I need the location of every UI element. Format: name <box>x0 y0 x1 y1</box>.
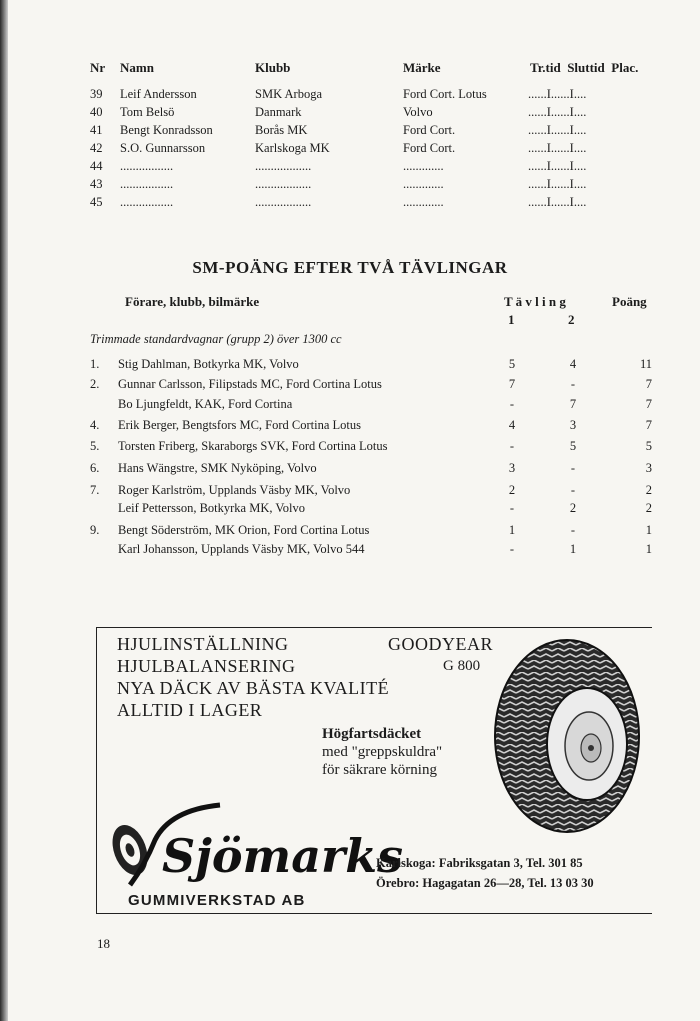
standing-driver: Roger Karlström, Upplands Väsby MK, Volvo <box>118 483 351 497</box>
standing-points: 5 <box>645 439 652 453</box>
row-nr: 44 <box>90 159 103 173</box>
row-times: ......I......I.... <box>528 123 587 137</box>
standing-points: 2 <box>645 501 652 515</box>
standing-tavling-2: - <box>570 483 576 497</box>
category-label: Trimmade standardvagnar (grupp 2) över 1300 cc <box>90 332 342 346</box>
standing-tavling-1: - <box>509 439 515 453</box>
row-nr: 42 <box>90 141 103 155</box>
ad-line-2: HJULBALANSERING <box>117 656 296 676</box>
row-klubb: Karlskoga MK <box>255 141 330 155</box>
row-klubb: Borås MK <box>255 123 308 137</box>
col-poang-header: Poäng <box>612 294 647 309</box>
row-namn: ................. <box>120 177 174 191</box>
row-klubb: .................. <box>255 195 312 209</box>
row-namn: Leif Andersson <box>120 87 197 101</box>
company-name: GUMMIVERKSTAD AB <box>128 892 306 909</box>
standing-tavling-1: - <box>509 542 515 556</box>
standing-driver: Bo Ljungfeldt, KAK, Ford Cortina <box>118 397 293 411</box>
row-marke: Ford Cort. Lotus <box>403 87 487 101</box>
row-times: ......I......I.... <box>528 159 587 173</box>
standing-tavling-1: 2 <box>508 483 516 497</box>
standing-position: 1. <box>90 357 100 371</box>
standing-driver: Karl Johansson, Upplands Väsby MK, Volvo 544 <box>118 542 365 556</box>
row-marke: Ford Cort. <box>403 123 456 137</box>
row-times: ......I......I.... <box>528 195 587 209</box>
ad-slogan-1: Högfartsdäcket <box>322 726 422 742</box>
ad-slogan-3: för säkrare körning <box>322 762 437 778</box>
standing-points: 7 <box>645 377 652 391</box>
row-klubb: .................. <box>255 177 312 191</box>
standing-points: 3 <box>645 461 652 475</box>
standing-driver: Hans Wängstre, SMK Nyköping, Volvo <box>118 461 317 475</box>
standing-points: 1 <box>645 542 652 556</box>
header-marke: Märke <box>403 60 441 75</box>
header-nr: Nr <box>90 60 106 75</box>
standing-points: 7 <box>645 397 652 411</box>
row-marke: Ford Cort. <box>403 141 456 155</box>
standing-position: 7. <box>90 483 100 497</box>
standing-driver: Torsten Friberg, Skaraborgs SVK, Ford Cortina Lotus <box>118 439 388 453</box>
row-marke: ............. <box>403 177 444 191</box>
page-binding-edge <box>0 0 8 1021</box>
standing-tavling-1: 5 <box>508 357 516 371</box>
row-nr: 45 <box>90 195 103 209</box>
standing-tavling-1: 7 <box>508 377 516 391</box>
standing-position: 6. <box>90 461 100 475</box>
row-klubb: SMK Arboga <box>255 87 323 101</box>
standings-title: SM-POÄNG EFTER TVÅ TÄVLINGAR <box>192 258 508 277</box>
row-times: ......I......I.... <box>528 87 587 101</box>
ad-line-1: HJULINSTÄLLNING <box>117 634 289 654</box>
row-nr: 39 <box>90 87 103 101</box>
standing-driver: Leif Pettersson, Botkyrka MK, Volvo <box>118 501 306 515</box>
row-times: ......I......I.... <box>528 141 587 155</box>
row-times: ......I......I.... <box>528 105 587 119</box>
standing-tavling-1: 3 <box>508 461 516 475</box>
sjomarks-logo <box>100 800 404 890</box>
ad-brand: GOODYEAR <box>388 634 493 654</box>
standing-points: 11 <box>639 357 652 371</box>
address-karlskoga: Karlskoga: Fabriksgatan 3, Tel. 301 85 <box>376 856 583 870</box>
standing-tavling-2: 4 <box>569 357 577 371</box>
standing-driver: Bengt Söderström, MK Orion, Ford Cortina Lotus <box>118 523 370 537</box>
address-orebro: Örebro: Hagagatan 26—28, Tel. 13 03 30 <box>376 876 594 890</box>
standing-tavling-2: 1 <box>569 542 577 556</box>
standing-driver: Erik Berger, Bengtsfors MC, Ford Cortina Lotus <box>118 418 361 432</box>
row-namn: Bengt Konradsson <box>120 123 213 137</box>
row-klubb: .................. <box>255 159 312 173</box>
col-driver-header: Förare, klubb, bilmärke <box>125 294 260 309</box>
row-nr: 41 <box>90 123 103 137</box>
standing-points: 1 <box>645 523 652 537</box>
row-marke: ............. <box>403 195 444 209</box>
row-namn: ................. <box>120 195 174 209</box>
header-times: Tr.tid Sluttid Plac. <box>530 60 639 75</box>
standing-tavling-2: - <box>570 461 576 475</box>
standing-driver: Stig Dahlman, Botkyrka MK, Volvo <box>118 357 299 371</box>
row-namn: ................. <box>120 159 174 173</box>
header-namn: Namn <box>120 60 154 75</box>
standing-tavling-1: - <box>509 501 515 515</box>
standing-tavling-1: - <box>509 397 515 411</box>
row-nr: 43 <box>90 177 103 191</box>
col-tavling-header: T ä v l i n g <box>504 294 566 309</box>
standing-driver: Gunnar Carlsson, Filipstads MC, Ford Cortina Lotus <box>118 377 382 391</box>
standing-position: 2. <box>90 377 100 391</box>
row-times: ......I......I.... <box>528 177 587 191</box>
standing-position: 9. <box>90 523 100 537</box>
standing-tavling-2: 7 <box>569 397 577 411</box>
col-tavling-2: 2 <box>568 312 575 327</box>
header-klubb: Klubb <box>255 60 291 75</box>
row-namn: S.O. Gunnarsson <box>120 141 206 155</box>
row-namn: Tom Belsö <box>120 105 175 119</box>
ad-slogan-2: med "greppskuldra" <box>322 744 443 760</box>
standing-tavling-1: 1 <box>508 523 516 537</box>
page-number: 18 <box>97 936 110 951</box>
standing-tavling-2: 2 <box>569 501 577 515</box>
standing-points: 7 <box>645 418 652 432</box>
ad-model: G 800 <box>443 658 481 674</box>
row-klubb: Danmark <box>255 105 302 119</box>
standing-tavling-2: 3 <box>569 418 577 432</box>
logo-script-text: Sjömarks <box>162 829 404 883</box>
standing-position: 5. <box>90 439 100 453</box>
ad-line-3: NYA DÄCK AV BÄSTA KVALITÉ <box>117 678 390 698</box>
col-tavling-1: 1 <box>508 312 515 327</box>
row-marke: ............. <box>403 159 444 173</box>
ad-line-4: ALLTID I LAGER <box>117 700 263 720</box>
standing-tavling-1: 4 <box>508 418 516 432</box>
standing-tavling-2: - <box>570 523 576 537</box>
tire-icon <box>492 636 642 836</box>
row-marke: Volvo <box>403 105 433 119</box>
standing-tavling-2: - <box>570 377 576 391</box>
standing-tavling-2: 5 <box>569 439 577 453</box>
standing-points: 2 <box>645 483 652 497</box>
standing-position: 4. <box>90 418 100 432</box>
row-nr: 40 <box>90 105 103 119</box>
